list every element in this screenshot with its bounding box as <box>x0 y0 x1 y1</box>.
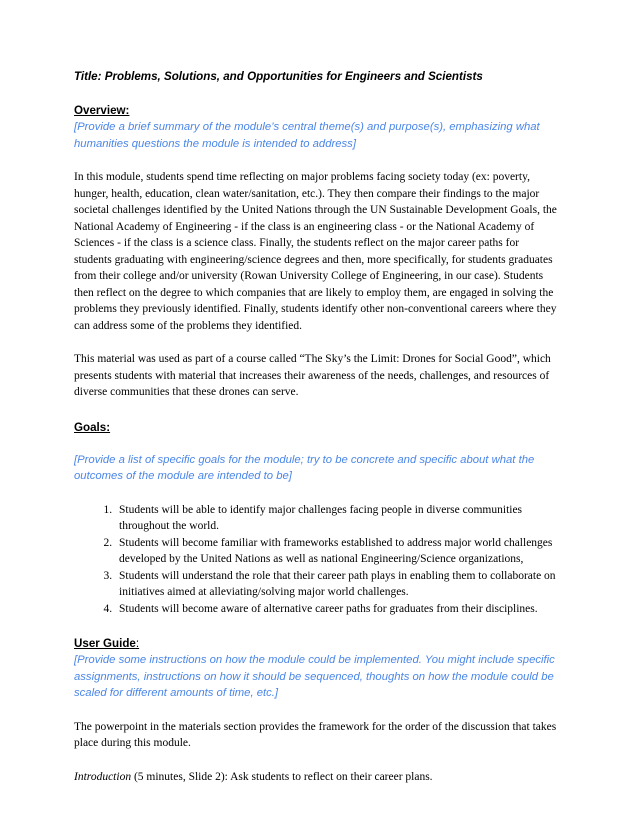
goals-section <box>74 420 558 618</box>
document-content <box>74 68 558 785</box>
overview-heading: Overview: <box>74 104 130 117</box>
user-guide-section <box>74 636 558 785</box>
goal-item: 2. Students will become familiar with frameworks established to address major world challenges developed by the United Nations as well as national Engineering/Science organizations, <box>115 535 558 568</box>
user-guide-heading <box>74 636 558 652</box>
user-guide-paragraph-1: The powerpoint in the materials section provides the framework for the order of the discussion that takes place during this module. <box>74 720 557 749</box>
goal-item: 3. Students will understand the role that their career path plays in enabling them to collaborate on initiatives aimed at alleviating/solving major world challenges. <box>115 568 558 601</box>
document-title: Title: Problems, Solutions, and Opportunities for Engineers and Scientists <box>74 70 483 83</box>
overview-paragraph-1: In this module, students spend time reflecting on major problems facing society today (ex: poverty, hunger, health, education, clean water/sanitation, etc.). They then compare their findings to the major societal challenges identified by the United Nations through the UN Sustainable Development Goals, the National Academy of Engineering - if the class is an engineering class - or the National Academy of Sciences - if the class is a science class. Finally, the students reflect on the major career paths for students graduating with engineering/science degrees and then, more specifically, for students graduates from their college and/or university (Rowan University College of Engineering, in our case). Students then reflect on the degree to which companies that are likely to employ them, are engaged in solving the problems they previously identified. Finally, students identify other non-conventional careers where they can address some of the problems they identified. <box>74 171 557 332</box>
goals-list <box>74 502 558 618</box>
user-guide-heading-text: User Guide <box>74 637 136 650</box>
goals-placeholder: [Provide a list of specific goals for the module; try to be concrete and specific about what the outcomes of the module are intended to be] <box>74 453 535 482</box>
introduction-label: Introduction <box>74 770 132 783</box>
user-guide-placeholder: [Provide some instructions on how the module could be implemented. You might include specific assignments, instructions on how it should be sequenced, thoughts on how the module could be scaled for different amounts of time, etc.] <box>74 654 555 699</box>
goal-item: 4. Students will become aware of alternative career paths for graduates from their disciplines. <box>115 601 558 618</box>
overview-paragraph-2: This material was used as part of a course called “The Sky’s the Limit: Drones for Social Good”, which presents students with material that increases their awareness of the needs, challenges, and resources of diverse communities that these drones can serve. <box>74 353 551 398</box>
introduction-step <box>74 769 558 786</box>
user-guide-heading-colon: : <box>135 637 140 650</box>
overview-placeholder: [Provide a brief summary of the module’s central theme(s) and purpose(s), emphasizing what humanities questions the module is intended to address] <box>74 121 540 150</box>
introduction-text: (5 minutes, Slide 2): Ask students to reflect on their career plans. <box>131 770 433 783</box>
goal-item: 1. Students will be able to identify major challenges facing people in diverse communities throughout the world. <box>115 502 558 535</box>
goals-heading: Goals: <box>74 420 111 434</box>
overview-section <box>74 103 558 401</box>
